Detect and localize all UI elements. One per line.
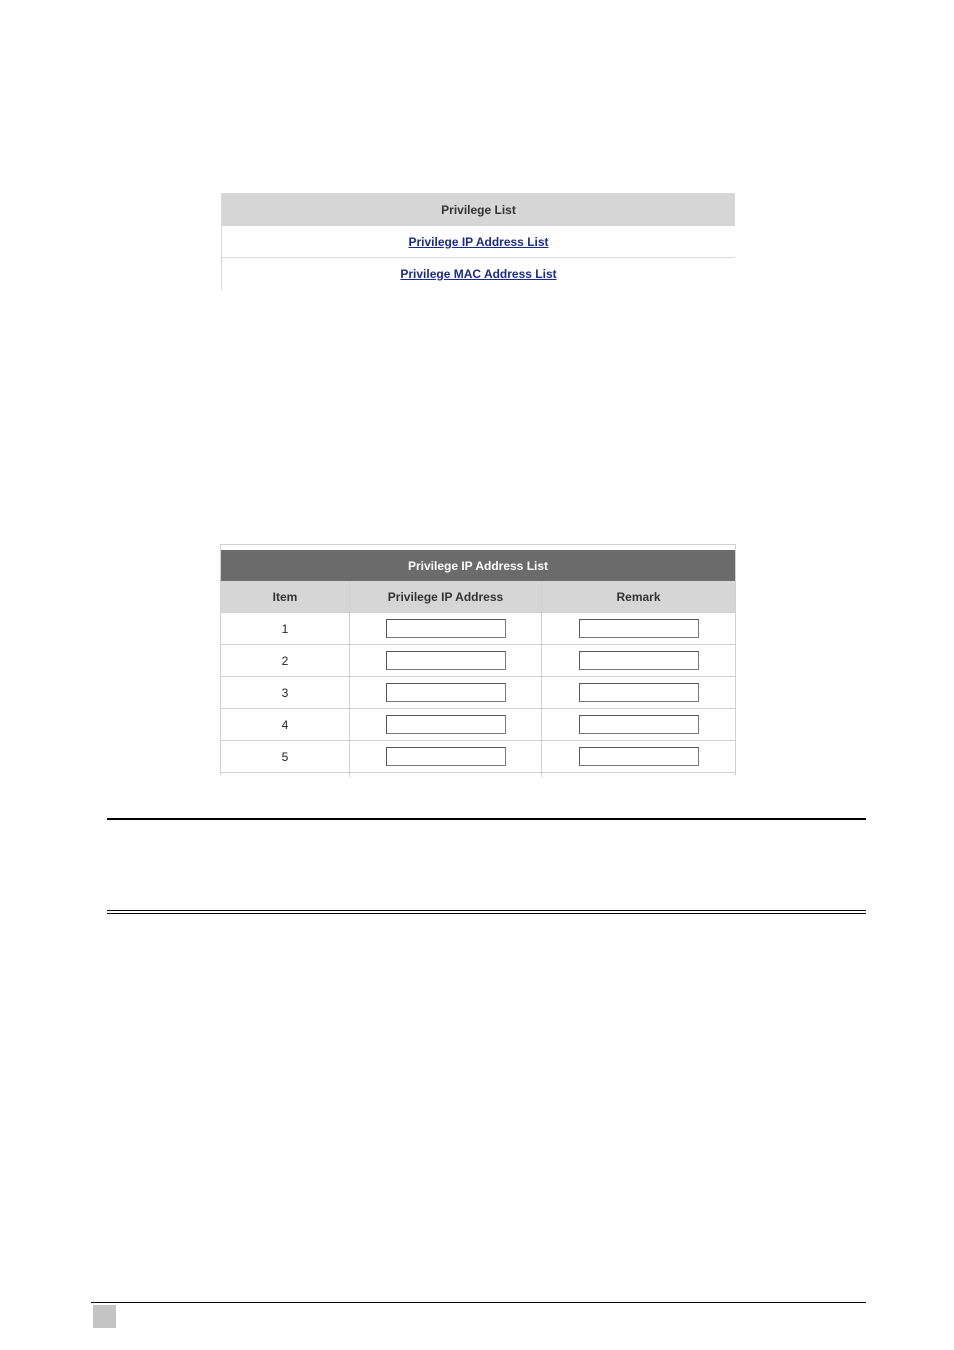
remark-input[interactable] [579,651,699,670]
ip-address-input[interactable] [386,747,506,766]
remark-input[interactable] [579,715,699,734]
footer-rule [91,1302,866,1303]
table-header-row [221,581,735,613]
item-number: 5 [221,741,350,772]
remark-input[interactable] [579,747,699,766]
cut-cell [221,773,350,777]
remark-input[interactable] [579,619,699,638]
table-row [221,677,735,709]
note-bottom-rule [107,910,866,911]
remark-cell [542,709,733,740]
ip-table-title: Privilege IP Address List [221,550,735,581]
remark-input[interactable] [579,683,699,702]
column-header-remark: Remark [616,589,661,604]
column-header-ip-address: Privilege IP Address [350,581,542,612]
remark-cell [542,677,733,708]
ip-address-cell [350,709,542,740]
ip-address-input[interactable] [386,651,506,670]
ip-address-cell [350,613,542,644]
item-number: 3 [221,677,350,708]
remark-cell [542,613,733,644]
note-top-rule [107,818,866,820]
ip-address-cell [350,677,542,708]
table-cut-edge [221,773,735,777]
remark-cell [542,741,733,772]
privilege-list-title: Privilege List [222,194,735,226]
ip-address-cell [350,741,542,772]
item-number: 1 [221,613,350,644]
table-row [221,741,735,773]
item-number: 2 [221,645,350,676]
note-bottom-rule-double [107,913,866,914]
privilege-list-row [222,258,735,289]
cut-cell [542,773,733,777]
page-number-tab [93,1305,116,1328]
ip-address-cell [350,645,542,676]
privilege-list-row [222,226,735,258]
table-row [221,645,735,677]
item-number: 4 [221,709,350,740]
column-header-item: Item [221,581,350,612]
privilege-mac-address-list-link[interactable]: Privilege MAC Address List [400,266,557,281]
privilege-ip-table [220,544,736,775]
table-row [221,613,735,645]
ip-address-input[interactable] [386,683,506,702]
table-row [221,709,735,741]
ip-address-input[interactable] [386,619,506,638]
privilege-list-panel [221,193,735,290]
cut-cell [350,773,542,777]
ip-address-input[interactable] [386,715,506,734]
privilege-ip-address-list-link[interactable]: Privilege IP Address List [408,234,549,249]
remark-cell [542,645,733,676]
